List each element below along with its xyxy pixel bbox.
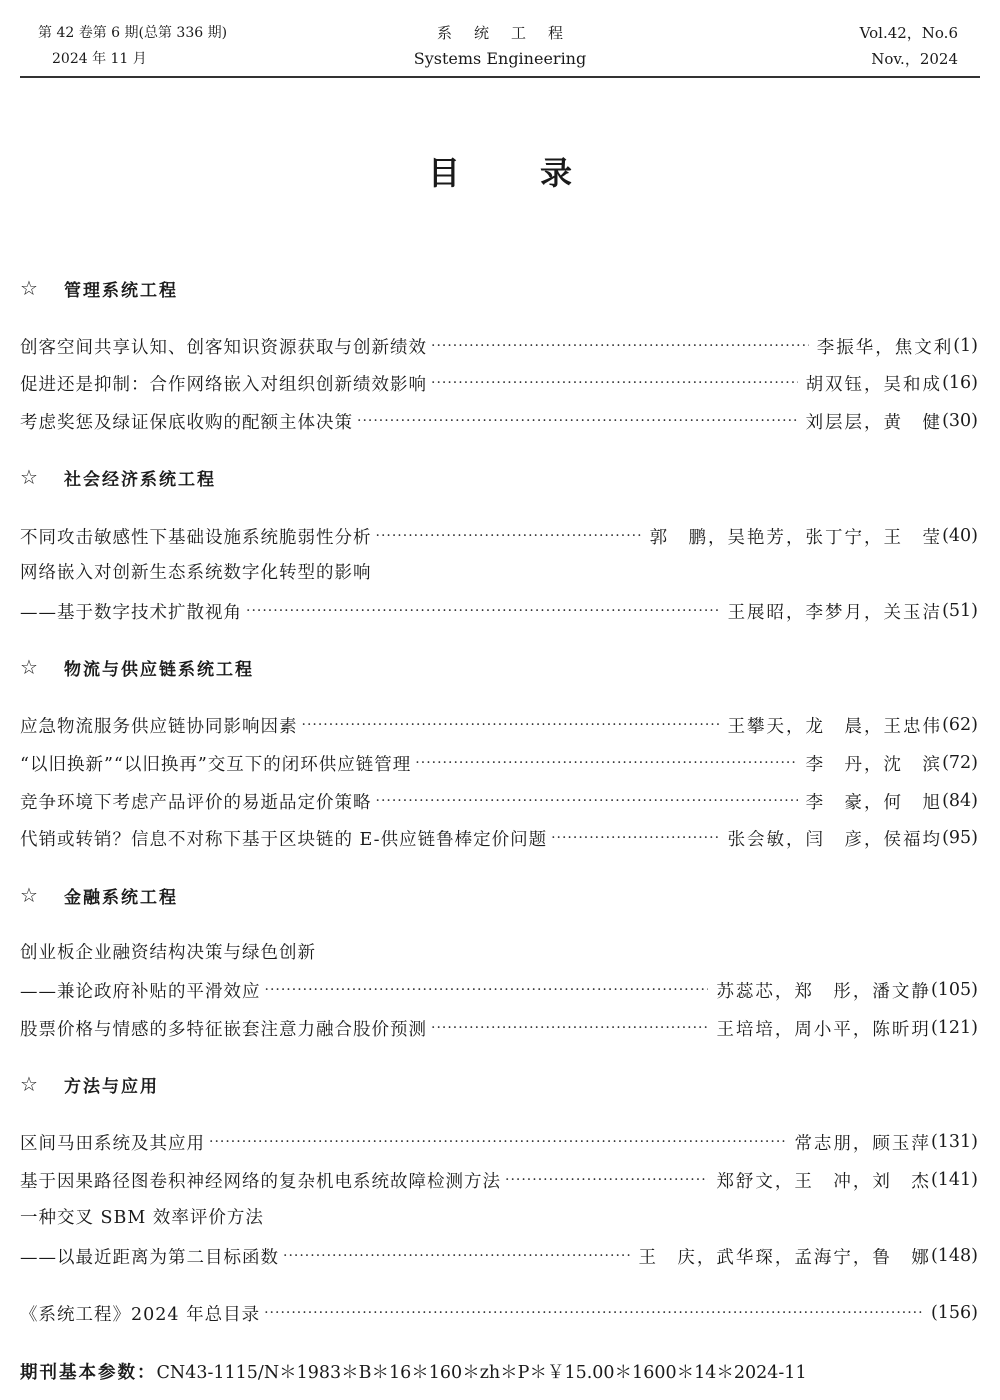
section-title: 社会经济系统工程	[64, 469, 216, 490]
star-icon: ☆	[20, 655, 40, 679]
leader-dots	[376, 528, 642, 544]
section-title: 金融系统工程	[64, 887, 178, 908]
entry-authors: 王培培，周小平，陈昕玥	[716, 1019, 931, 1040]
section-title: 管理系统工程	[64, 280, 178, 301]
leader-dots	[302, 717, 720, 733]
page-title: 目录	[427, 154, 652, 192]
entry-authors: 胡双钰，吴和成	[805, 374, 943, 395]
entry-page: (72)	[942, 753, 978, 773]
toc-entry[interactable]	[20, 1013, 978, 1043]
entry-title[interactable]: 一种交叉 SBM 效率评价方法	[20, 1208, 264, 1228]
journal-params	[20, 1356, 807, 1386]
entry-page: (121)	[930, 1018, 978, 1038]
entry-title: 促进还是抑制：合作网络嵌入对组织创新绩效影响	[20, 374, 427, 395]
section-heading	[20, 464, 216, 490]
params-label: 期刊基本参数：	[20, 1362, 157, 1383]
volume-issue: 第 42 卷第 6 期(总第 336 期)	[38, 25, 228, 41]
leader-dots	[376, 793, 798, 809]
section-heading	[20, 275, 178, 301]
section-heading	[20, 882, 178, 908]
entry-title: 基于因果路径图卷积神经网络的复杂机电系统故障检测方法	[20, 1171, 501, 1192]
leader-dots	[246, 603, 720, 619]
entry-page: (62)	[942, 715, 978, 735]
entry-authors: 郑舒文，王 冲，刘 杰	[716, 1171, 931, 1192]
toc-entry[interactable]	[20, 596, 978, 626]
entry-authors: 张会敏，闫 彦，侯福均	[727, 829, 943, 850]
entry-authors: 王 庆，武华琛，孟海宁，鲁 娜	[638, 1247, 931, 1268]
journal-name-en: Systems Engineering	[413, 49, 587, 68]
leader-dots	[431, 1020, 708, 1036]
entry-title: 区间马田系统及其应用	[20, 1133, 205, 1154]
entry-page: (105)	[930, 980, 978, 1000]
entry-authors: 常志朋，顾玉萍	[794, 1133, 931, 1154]
entry-page: (141)	[930, 1170, 978, 1190]
entry-page: (30)	[942, 411, 978, 431]
entry-subtitle: ——兼论政府补贴的平滑效应	[20, 981, 261, 1002]
entry-subtitle: ——基于数字技术扩散视角	[20, 602, 242, 623]
leader-dots	[265, 982, 709, 998]
entry-title: 代销或转销？信息不对称下基于区块链的 E-供应链鲁棒定价问题	[20, 829, 548, 850]
section-heading	[20, 1071, 159, 1097]
leader-dots	[431, 338, 809, 354]
leader-dots	[357, 413, 798, 429]
entry-page: (51)	[942, 601, 978, 621]
toc-entry[interactable]	[20, 823, 978, 853]
toc-entry[interactable]	[20, 1165, 978, 1195]
header-center	[20, 20, 980, 72]
entry-authors: 郭 鹏，吴艳芳，张丁宁，王 莹	[649, 527, 943, 548]
entry-title[interactable]: 创业板企业融资结构决策与绿色创新	[20, 943, 316, 963]
section-heading	[20, 654, 254, 680]
params-value: CN43-1115/N＊1983＊B＊16＊160＊zh＊P＊￥15.00＊1600＊14＊2024-11	[156, 1362, 807, 1383]
entry-authors: 刘层层，黄 健	[805, 412, 943, 433]
entry-page: (40)	[942, 526, 978, 546]
entry-authors: 苏蕊芯，郑 彤，潘文静	[716, 981, 931, 1002]
entry-page: (148)	[930, 1246, 978, 1266]
section-title: 方法与应用	[64, 1076, 159, 1097]
leader-dots	[264, 1305, 923, 1321]
entry-title: 应急物流服务供应链协同影响因素	[20, 716, 298, 737]
entry-authors: 李 豪，何 旭	[805, 792, 943, 813]
toc-entry[interactable]	[20, 748, 978, 778]
section-title: 物流与供应链系统工程	[64, 659, 254, 680]
entry-authors: 王攀天，龙 晨，王忠伟	[727, 716, 943, 737]
leader-dots	[283, 1248, 630, 1264]
entry-title: 竞争环境下考虑产品评价的易逝品定价策略	[20, 792, 372, 813]
entry-page: (95)	[942, 828, 978, 848]
leader-dots	[415, 755, 797, 771]
toc-entry[interactable]	[20, 710, 978, 740]
entry-title: 创客空间共享认知、创客知识资源获取与创新绩效	[20, 337, 427, 358]
entry-title: 股票价格与情感的多特征嵌套注意力融合股价预测	[20, 1019, 427, 1040]
leader-dots	[551, 830, 719, 846]
header-right	[860, 20, 958, 72]
entry-page: (156)	[930, 1303, 978, 1323]
entry-page: (84)	[942, 791, 978, 811]
toc-entry[interactable]	[20, 975, 978, 1005]
journal-name-cn: 系统工程	[436, 24, 585, 42]
entry-title: 考虑奖惩及绿证保底收购的配额主体决策	[20, 412, 353, 433]
entry-title[interactable]: 网络嵌入对创新生态系统数字化转型的影响	[20, 563, 372, 583]
entry-title: 《系统工程》2024 年总目录	[20, 1304, 261, 1325]
vol-en: Vol.42，No.6	[859, 24, 958, 42]
date-en: Nov.，2024	[871, 50, 958, 68]
star-icon: ☆	[20, 1072, 40, 1096]
toc-entry[interactable]	[20, 1241, 978, 1271]
leader-dots	[505, 1172, 708, 1188]
star-icon: ☆	[20, 883, 40, 907]
entry-authors: 李振华，焦文利	[816, 337, 954, 358]
annual-index-entry[interactable]	[20, 1298, 978, 1328]
entry-page: (131)	[930, 1132, 978, 1152]
running-header	[20, 14, 980, 78]
leader-dots	[209, 1134, 786, 1150]
entry-subtitle: ——以最近距离为第二目标函数	[20, 1247, 279, 1268]
toc-entry[interactable]	[20, 521, 978, 551]
toc-entry[interactable]	[20, 331, 978, 361]
entry-title: “以旧换新”“以旧换再”交互下的闭环供应链管理	[20, 754, 412, 775]
star-icon: ☆	[20, 465, 40, 489]
entry-title: 不同攻击敏感性下基础设施系统脆弱性分析	[20, 527, 372, 548]
toc-entry[interactable]	[20, 368, 978, 398]
date-cn: 2024 年 11 月	[52, 51, 147, 67]
entry-authors: 李 丹，沈 滨	[805, 754, 943, 775]
toc-entry[interactable]	[20, 1127, 978, 1157]
entry-page: (16)	[942, 373, 978, 393]
entry-page: (1)	[953, 336, 978, 356]
toc-entry[interactable]	[20, 406, 978, 436]
entry-authors: 王展昭，李梦月，关玉洁	[727, 602, 943, 623]
toc-entry[interactable]	[20, 786, 978, 816]
star-icon: ☆	[20, 276, 40, 300]
leader-dots	[431, 375, 798, 391]
